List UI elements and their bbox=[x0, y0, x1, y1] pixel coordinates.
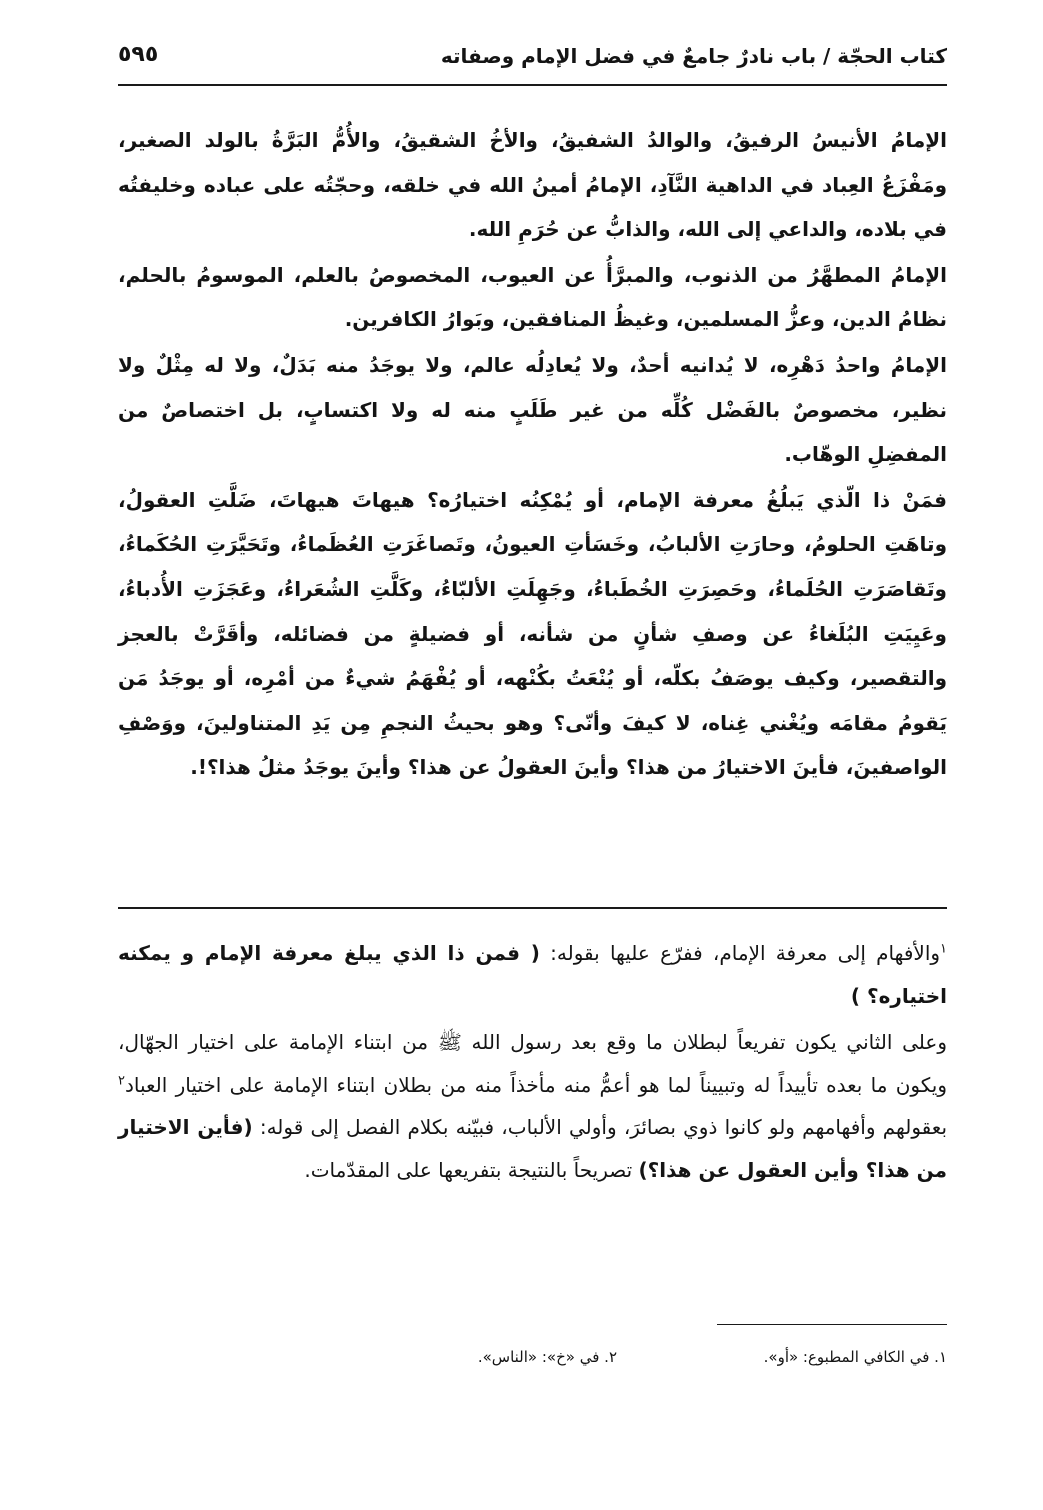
hadith-text bbox=[118, 118, 947, 791]
page-number: ٥٩٥ bbox=[118, 42, 159, 67]
footnote-marker-2: ٢ bbox=[118, 1072, 125, 1088]
commentary-paragraph-2 bbox=[118, 1021, 947, 1191]
commentary bbox=[118, 932, 947, 1195]
footnote-marker-1: ١ bbox=[940, 941, 948, 957]
commentary-text: تصريحاً بالنتيجة بتفريعها على المقدّمات. bbox=[304, 1157, 633, 1182]
footnote-1: ١. في الكافي المطبوع: «أو». bbox=[763, 1348, 947, 1366]
paragraph-1: الإمامُ الأنيسُ الرفيقُ، والوالدُ الشفيقُ، والأخُ الشقيقُ، والأُمُّ البَرَّةُ بالولد الصغير، ومَفْزَعُ العِباد في الداهية النَّآدِ، الإمامُ أمينُ الله في خلقه، وحجّتُه على عباده وخليفتُه في بلاده، والداعي إلى الله، والذابُّ عن حُرَمِ الله. bbox=[118, 128, 947, 242]
page-header bbox=[118, 40, 947, 86]
paragraph-2: الإمامُ المطهَّرُ من الذنوب، والمبرَّأُ عن العيوب، المخصوصُ بالعلم، الموسومُ بالحلم، نظامُ الدين، وعزُّ المسلمين، وغيظُ المنافقين، وبَوارُ الكافرين. bbox=[118, 262, 947, 332]
footnotes bbox=[118, 1348, 947, 1376]
paragraph-4: فمَنْ ذا الّذي يَبلُغُ معرفة الإمام، أو يُمْكِنُه اختيارُه؟ هيهاتَ هيهاتَ، ضَلَّتِ العقولُ، وتاهَتِ الحلومُ، وحارَتِ الألبابُ، وخَسَأتِ العيونُ، وتَصاغَرَتِ العُظَماءُ، وتَحَيَّرَتِ الحُكَماءُ، وتَقاصَرَتِ الحُلَماءُ، وحَصِرَتِ الخُطَباءُ، وجَهِلَتِ الألبّاءُ، وكَلَّتِ الشُعَراءُ، وعَجَزَتِ الأُدباءُ، وعَيِيَتِ البُلَغاءُ عن وصفِ شأنٍ من شأنه، أو فضيلةٍ من فضائله، وأقَرَّتْ بالعجز والتقصير، وكيف يوصَفُ بكلّه، أو يُنْعَتُ بكُنْهه، أو يُفْهَمُ شيءٌ من أمْرِه، أو يوجَدُ مَن يَقومُ مقامَه ويُغْني غِناه، لا كيفَ وأنّى؟ وهو بحيثُ النجمِ مِن يَدِ المتناولينَ، ووَصْفِ الواصفينَ، فأينَ الاختيارُ من هذا؟ وأينَ العقولُ عن هذا؟ وأينَ يوجَدُ مثلُ هذا؟!. bbox=[118, 487, 947, 780]
commentary-text: وعلى الثاني يكون تفريعاً لبطلان ما وقع بعد رسول الله ﷺ من ابتناء الإمامة على اختيار الجهّال، ويكون ما بعده تأييداً له وتبييناً لما هو أعمُّ منه مأخذاً منه من بطلان ابتناء الإمامة على اختيار العباد bbox=[118, 1030, 947, 1097]
commentary-divider bbox=[118, 907, 947, 909]
commentary-paragraph-1 bbox=[118, 932, 947, 1017]
paragraph-3: الإمامُ واحدُ دَهْرِه، لا يُدانيه أحدٌ، ولا يُعادِلُه عالم، ولا يوجَدُ منه بَدَلٌ، ولا له مِثْلٌ ولا نظير، مخصوصٌ بالفَضْل كُلِّه من غير طَلَبٍ منه له ولا اكتسابٍ، بل اختصاصٌ من المفضِلِ الوهّاب. bbox=[118, 352, 947, 467]
running-title: كتاب الحجّة / باب نادرٌ جامعٌ في فضل الإمام وصفاته bbox=[440, 44, 947, 68]
commentary-quote: (فأين الاختيار من هذا؟ وأين العقول عن هذا؟) bbox=[118, 1115, 947, 1182]
commentary-text: بعقولهم وأفهامهم ولو كانوا ذوي بصائرَ، وأولي الألباب، فبيّنه بكلام الفصل إلى قوله: bbox=[259, 1115, 948, 1139]
footnote-2: ٢. في «خ»: «الناس». bbox=[477, 1348, 617, 1366]
footnote-divider bbox=[717, 1324, 947, 1325]
commentary-text: والأفهام إلى معرفة الإمام، ففرّع عليها بقوله: bbox=[550, 941, 941, 965]
commentary-quote: ( فمن ذا الذي يبلغ معرفة الإمام و يمكنه اختياره؟ ) bbox=[118, 941, 947, 1008]
